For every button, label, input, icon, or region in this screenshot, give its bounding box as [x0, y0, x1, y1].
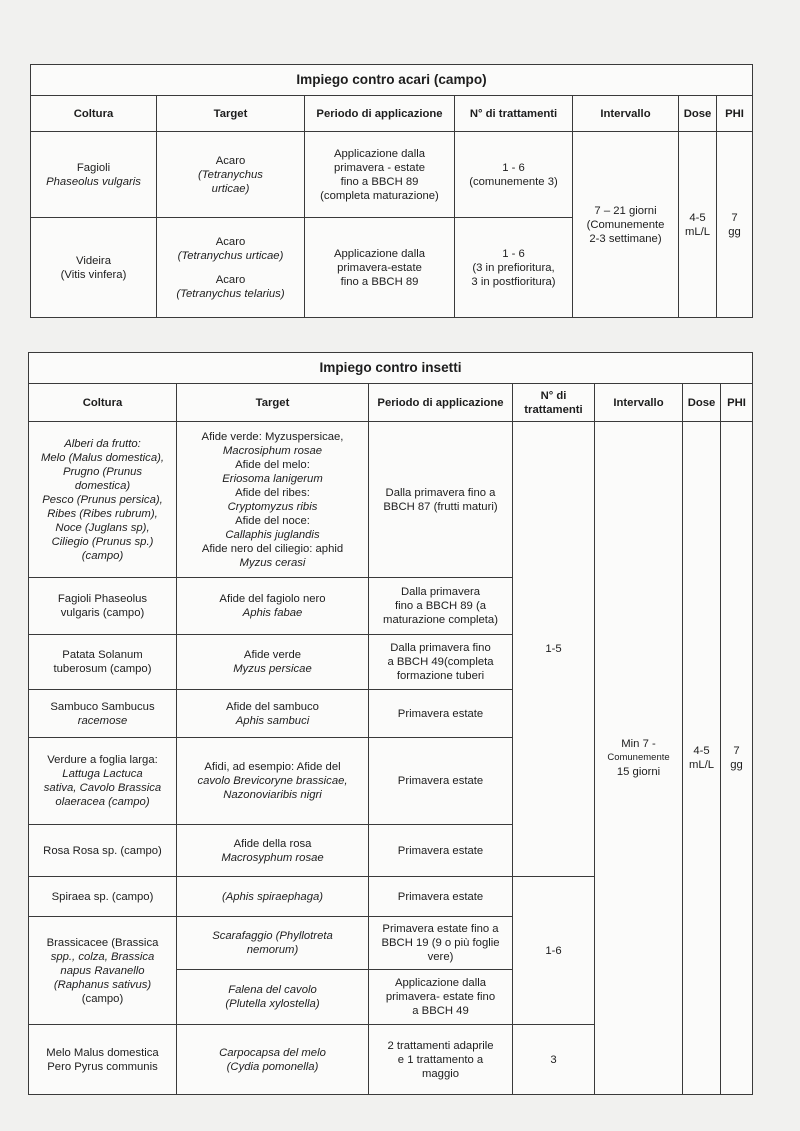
header-coltura: Coltura [29, 384, 177, 422]
cell-target: Afide della rosa Macrosyphum rosae [177, 825, 369, 877]
cell-coltura: Verdure a foglia larga: Lattuga Lactuca sativa, Cavolo Brassica olaeracea (campo) [29, 738, 177, 825]
table-row [29, 422, 753, 578]
header-periodo: Periodo di applicazione [369, 384, 513, 422]
cell-target: Afide verde: Myzuspersicae, Macrosiphum rosae Afide del melo: Eriosoma lanigerum Afide del ribes: Cryptomyzus ribis Afide del noce: Callaphis juglandis Afide nero del ciliegio: aphid Myzus cerasi [177, 422, 369, 578]
header-dose: Dose [683, 384, 721, 422]
header-trattamenti: N° di trattamenti [455, 96, 573, 132]
cell-coltura: Melo Malus domestica Pero Pyrus communis [29, 1025, 177, 1095]
cell-trattamenti: 1-5 [513, 422, 595, 877]
cell-target: Afide del fagiolo nero Aphis fabae [177, 578, 369, 635]
cell-periodo: Primavera estate [369, 738, 513, 825]
cell-periodo: Applicazione dalla primavera - estate fino a BBCH 89 (completa maturazione) [305, 132, 455, 218]
cell-target: Acaro (Tetranychus urticae) Acaro (Tetranychus telarius) [157, 218, 305, 318]
cell-intervallo: 7 – 21 giorni (Comunemente 2-3 settimane) [573, 132, 679, 318]
acari-table [30, 64, 753, 318]
cell-periodo: 2 trattamenti adaprile e 1 trattamento a maggio [369, 1025, 513, 1095]
cell-coltura: Sambuco Sambucus racemose [29, 690, 177, 738]
cell-target: Afide verde Myzus persicae [177, 635, 369, 690]
cell-target: Afidi, ad esempio: Afide del cavolo Brevicoryne brassicae, Nazonoviaribis nigri [177, 738, 369, 825]
cell-phi: 7 gg [717, 132, 753, 318]
cell-trattamenti: 3 [513, 1025, 595, 1095]
cell-periodo: Primavera estate [369, 825, 513, 877]
cell-periodo: Dalla primavera fino a BBCH 89 (a maturazione completa) [369, 578, 513, 635]
cell-periodo: Primavera estate [369, 877, 513, 917]
cell-coltura: Spiraea sp. (campo) [29, 877, 177, 917]
cell-dose: 4-5 mL/L [679, 132, 717, 318]
cell-coltura: Brassicacee (Brassica spp., colza, Brassica napus Ravanello (Raphanus sativus) (campo) [29, 917, 177, 1025]
cell-intervallo: Min 7 - Comunemente 15 giorni [595, 422, 683, 1095]
cell-periodo: Applicazione dalla primavera- estate fino a BBCH 49 [369, 970, 513, 1025]
cell-target: Carpocapsa del melo (Cydia pomonella) [177, 1025, 369, 1095]
header-phi: PHI [717, 96, 753, 132]
header-intervallo: Intervallo [595, 384, 683, 422]
insetti-title: Impiego contro insetti [29, 353, 753, 384]
cell-periodo: Primavera estate fino a BBCH 19 (9 o più foglie vere) [369, 917, 513, 970]
cell-coltura: Patata Solanum tuberosum (campo) [29, 635, 177, 690]
cell-coltura: Alberi da frutto: Melo (Malus domestica), Prugno (Prunus domestica) Pesco (Prunus persica), Ribes (Ribes rubrum), Noce (Juglans sp), Ciliegio (Prunus sp.) (campo) [29, 422, 177, 578]
cell-trattamenti: 1 - 6 (3 in prefioritura, 3 in postfioritura) [455, 218, 573, 318]
cell-coltura: Fagioli Phaseolus vulgaris [31, 132, 157, 218]
cell-phi: 7 gg [721, 422, 753, 1095]
header-periodo: Periodo di applicazione [305, 96, 455, 132]
cell-coltura: Rosa Rosa sp. (campo) [29, 825, 177, 877]
header-target: Target [177, 384, 369, 422]
cell-target: Falena del cavolo (Plutella xylostella) [177, 970, 369, 1025]
cell-coltura: Videira (Vitis vinfera) [31, 218, 157, 318]
cell-periodo: Dalla primavera fino a BBCH 49(completa formazione tuberi [369, 635, 513, 690]
header-trattamenti: N° di trattamenti [513, 384, 595, 422]
header-dose: Dose [679, 96, 717, 132]
cell-target: Afide del sambuco Aphis sambuci [177, 690, 369, 738]
header-intervallo: Intervallo [573, 96, 679, 132]
cell-periodo: Applicazione dalla primavera-estate fino a BBCH 89 [305, 218, 455, 318]
insetti-table [28, 352, 753, 1095]
cell-trattamenti: 1 - 6 (comunemente 3) [455, 132, 573, 218]
cell-coltura: Fagioli Phaseolus vulgaris (campo) [29, 578, 177, 635]
table-row [31, 132, 753, 218]
cell-target: Acaro (Tetranychus urticae) [157, 132, 305, 218]
header-target: Target [157, 96, 305, 132]
cell-dose: 4-5 mL/L [683, 422, 721, 1095]
header-phi: PHI [721, 384, 753, 422]
acari-title: Impiego contro acari (campo) [31, 65, 753, 96]
cell-periodo: Primavera estate [369, 690, 513, 738]
cell-target: Scarafaggio (Phyllotreta nemorum) [177, 917, 369, 970]
cell-trattamenti: 1-6 [513, 877, 595, 1025]
cell-target: (Aphis spiraephaga) [177, 877, 369, 917]
header-coltura: Coltura [31, 96, 157, 132]
cell-periodo: Dalla primavera fino a BBCH 87 (frutti maturi) [369, 422, 513, 578]
